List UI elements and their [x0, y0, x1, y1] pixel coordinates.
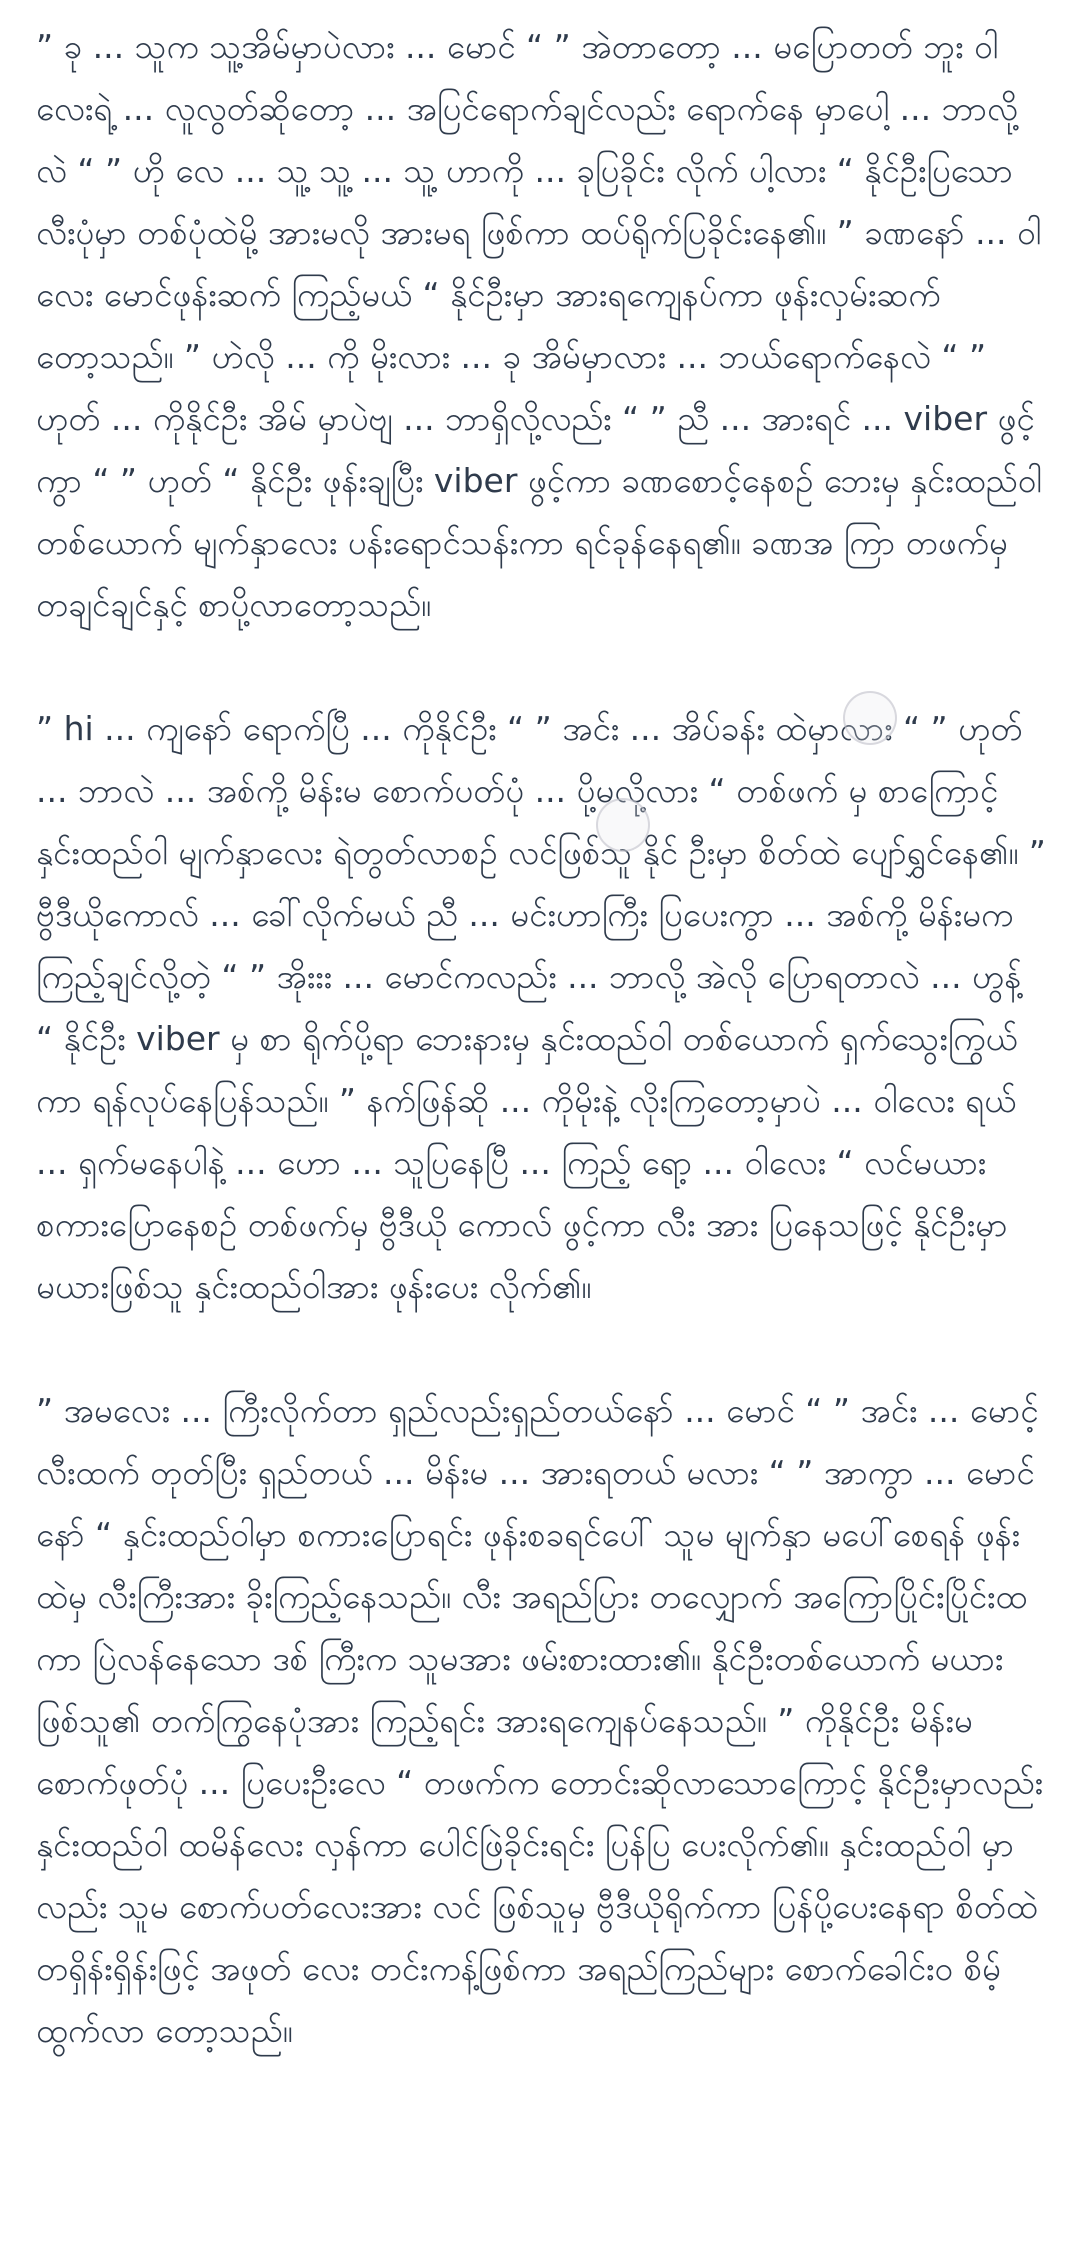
reader-body: [36, 16, 1046, 2062]
story-paragraph: ” ခု ... သူက သူ့အိမ်မှာပဲလား ... မောင် “ ” အဲတာတော့ ... မပြောတတ် ဘူး ဝါလေးရဲ့ ... လူလွတ်ဆိုတော့ ... အပြင်ရောက်ချင်လည်း ရောက်နေ မှာပေါ့ ... ဘာလို့လဲ “ ” ဟို လေ ... သူ့ သူ့ ... သူ့ ဟာကို ... ခုပြခိုင်း လိုက် ပါ့လား “ နိုင်ဦးပြသော လီးပုံမှာ တစ်ပုံထဲမို့ အားမလို အားမရ ဖြစ်ကာ ထပ်ရိုက်ပြခိုင်းနေ၏။ ” ခဏနော် ... ဝါလေး မောင်ဖုန်းဆက် ကြည့်မယ် “ နိုင်ဦးမှာ အားရကျေနပ်ကာ ဖုန်းလှမ်းဆက် တော့သည်။ ” ဟဲလို ... ကို မိုးလား ... ခု အိမ်မှာလား ... ဘယ်ရောက်နေလဲ “ ” ဟုတ် ... ကိုနိုင်ဦး အိမ် မှာပဲဗျ ... ဘာရှိလို့လည်း “ ” ညီ ... အားရင် ... viber ဖွင့်ကွာ “ ” ဟုတ် “ နိုင်ဦး ဖုန်းချပြီး viber ဖွင့်ကာ ခဏစောင့်နေစဉ် ဘေးမှ နှင်းထည်ဝါ တစ်ယောက် မျက်နှာလေး ပန်းရောင်သန်းကာ ရင်ခုန်နေရ၏။ ခဏအ ကြာ တဖက်မှ တချင်ချင်နှင့် စာပို့လာတော့သည်။: [36, 27, 1042, 624]
story-paragraph: ” အမလေး ... ကြီးလိုက်တာ ရှည်လည်းရှည်တယ်နော် ... မောင် “ ” အင်း ... မောင့် လီးထက် တုတ်ပြီး ရှည်တယ် ... မိန်းမ ... အားရတယ် မလား “ ” အာကွာ ... မောင်နော် “ နှင်းထည်ဝါမှာ စကားပြောရင်း ဖုန်းစခရင်ပေါ် သူမ မျက်နှာ မပေါ်စေရန် ဖုန်းထဲမှ လီးကြီးအား ခိုးကြည့်နေသည်။ လီး အရည်ပြား တလျှောက် အကြောပြိုင်းပြိုင်းထကာ ပြဲလန်နေသော ဒစ် ကြီးက သူမအား ဖမ်းစားထား၏။ နိုင်ဦးတစ်ယောက် မယားဖြစ်သူ၏ တက်ကြွနေပုံအား ကြည့်ရင်း အားရကျေနပ်နေသည်။ ” ကိုနိုင်ဦး မိန်းမ စောက်ဖုတ်ပုံ ... ပြပေးဦးလေ “ တဖက်က တောင်းဆိုလာသောကြောင့် နိုင်ဦးမှာလည်း နှင်းထည်ဝါ ထမိန်လေး လှန်ကာ ပေါင်ဖြဲခိုင်းရင်း ပြန်ပြ ပေးလိုက်၏။ နှင်းထည်ဝါ မှာလည်း သူမ စောက်ပတ်လေးအား လင် ဖြစ်သူမှ ဗွီဒီယိုရိုက်ကာ ပြန်ပို့ပေးနေရာ စိတ်ထဲ တရှိန်းရှိန်းဖြင့် အဖုတ် လေး တင်းကန့်ဖြစ်ကာ အရည်ကြည်များ စောက်ခေါင်းဝ စိမ့်ထွက်လာ တော့သည်။: [36, 1391, 1043, 2050]
story-paragraph: ” hi ... ကျနော် ရောက်ပြီ ... ကိုနိုင်ဦး “ ” အင်း ... အိပ်ခန်း ထဲမှာလား “ ” ဟုတ် ... ဘာလဲ ... အစ်ကို့ မိန်းမ စောက်ပတ်ပုံ ... ပို့မလို့လား “ တစ်ဖက် မှ စာကြောင့် နှင်းထည်ဝါ မျက်နှာလေး ရဲတွတ်လာစဉ် လင်ဖြစ်သူ နိုင် ဦးမှာ စိတ်ထဲ ပျော်ရွှင်နေ၏။ ” ဗွီဒီယိုကောလ် ... ခေါ်လိုက်မယ် ညီ ... မင်းဟာကြီး ပြပေးကွာ ... အစ်ကို့ မိန်းမက ကြည့်ချင်လို့တဲ့ “ ” အိုးးး ... မောင်ကလည်း ... ဘာလို့ အဲလို ပြောရတာလဲ ... ဟွန့် “ နိုင်ဦး viber မှ စာ ရိုက်ပို့ရာ ဘေးနားမှ နှင်းထည်ဝါ တစ်ယောက် ရှက်သွေးကြွယ်ကာ ရန်လုပ်နေပြန်သည်။ ” နက်ဖြန်ဆို ... ကိုမိုးနဲ့ လိုးကြတော့မှာပဲ ... ဝါလေး ရယ် ... ရှက်မနေပါနဲ့ ... ဟော ... သူပြနေပြီ ... ကြည့် ရော့ ... ဝါလေး “ လင်မယား စကားပြောနေစဉ် တစ်ဖက်မှ ဗွီဒီယို ကောလ် ဖွင့်ကာ လီး အား ပြနေသဖြင့် နိုင်ဦးမှာ မယားဖြစ်သူ နှင်းထည်ဝါအား ဖုန်းပေး လိုက်၏။: [36, 709, 1046, 1306]
